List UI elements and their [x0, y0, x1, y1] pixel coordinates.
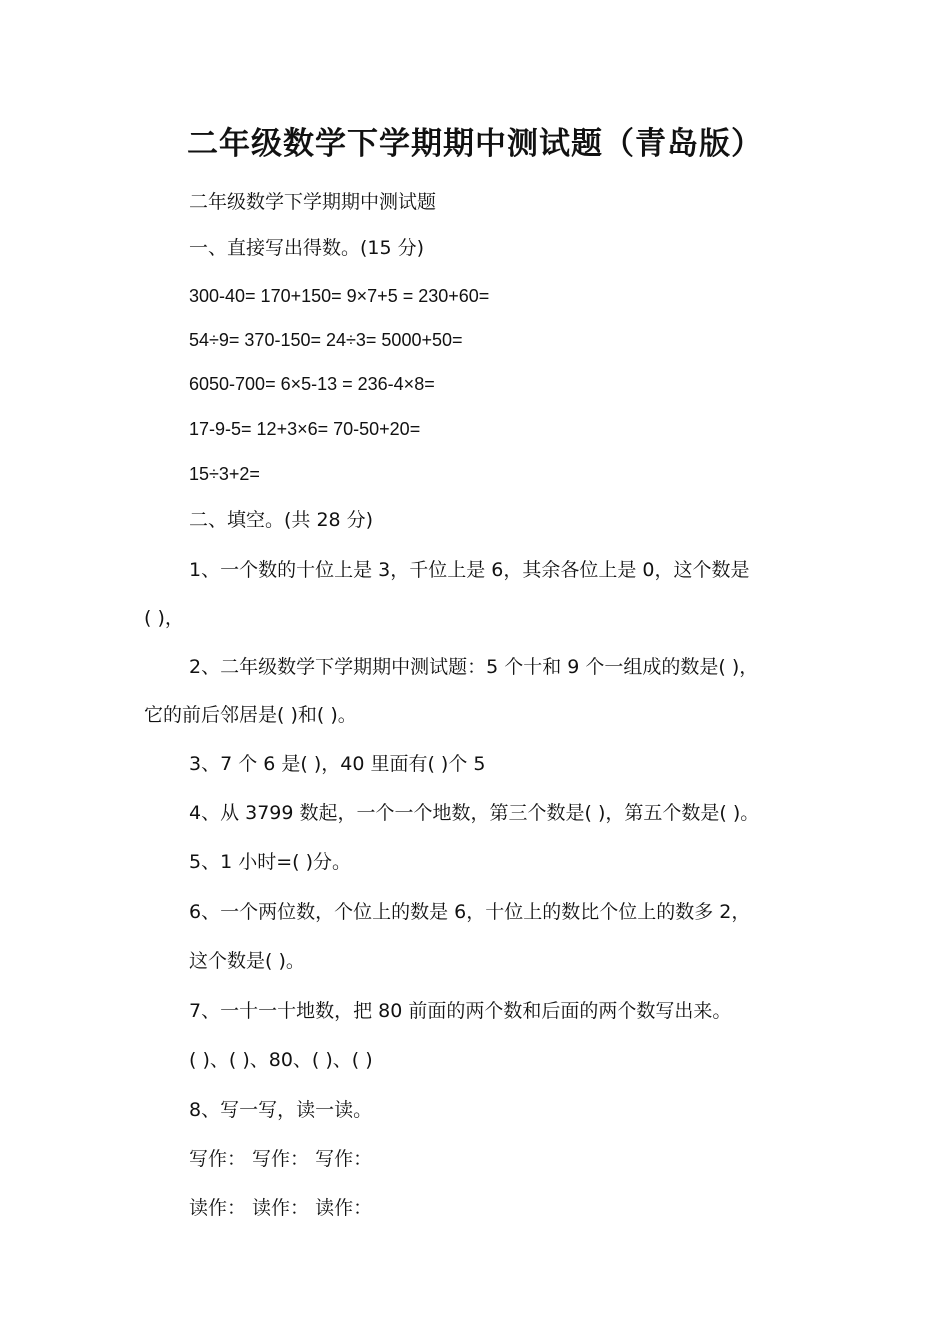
- question-2-line-1: 2、二年级数学下学期期中测试题：5 个十和 9 个一组成的数是( )，: [189, 656, 759, 678]
- question-7-line-2: ( )、( )、80、( )、( ): [189, 1049, 373, 1071]
- question-7-line-1: 7、一十一十地数，把 80 前面的两个数和后面的两个数写出来。: [189, 1000, 732, 1022]
- calc-row-5: 15÷3+2=: [189, 464, 260, 484]
- document-title: 二年级数学下学期期中测试题（青岛版）: [187, 126, 763, 162]
- calc-row-4: 17-9-5= 12+3×6= 70-50+20=: [189, 419, 421, 439]
- section-2-heading: 二、填空。(共 28 分): [189, 509, 374, 531]
- question-1-line-1: 1、一个数的十位上是 3，千位上是 6，其余各位上是 0，这个数是: [189, 559, 750, 581]
- question-5: 5、1 小时=( )分。: [189, 851, 352, 873]
- calc-row-2: 54÷9= 370-150= 24÷3= 5000+50=: [189, 330, 463, 350]
- question-3: 3、7 个 6 是( )，40 里面有( )个 5: [189, 753, 486, 775]
- question-8: 8、写一写，读一读。: [189, 1099, 373, 1121]
- question-4: 4、从 3799 数起，一个一个地数，第三个数是( )，第五个数是( )。: [189, 802, 760, 824]
- question-6-line-2: 这个数是( )。: [189, 950, 305, 972]
- section-1-heading: 一、直接写出得数。(15 分): [189, 237, 425, 259]
- question-6-line-1: 6、一个两位数，个位上的数是 6，十位上的数比个位上的数多 2，: [189, 901, 751, 923]
- subtitle: 二年级数学下学期期中测试题: [189, 191, 437, 213]
- calc-row-3: 6050-700= 6×5-13 = 236-4×8=: [189, 374, 435, 394]
- question-8-read: 读作： 读作： 读作：: [189, 1197, 373, 1219]
- calc-row-1: 300-40= 170+150= 9×7+5 = 230+60=: [189, 286, 490, 306]
- question-2-line-2: 它的前后邻居是( )和( )。: [144, 704, 357, 726]
- question-1-line-2: ( )，: [144, 607, 184, 629]
- question-8-write: 写作： 写作： 写作：: [189, 1148, 373, 1170]
